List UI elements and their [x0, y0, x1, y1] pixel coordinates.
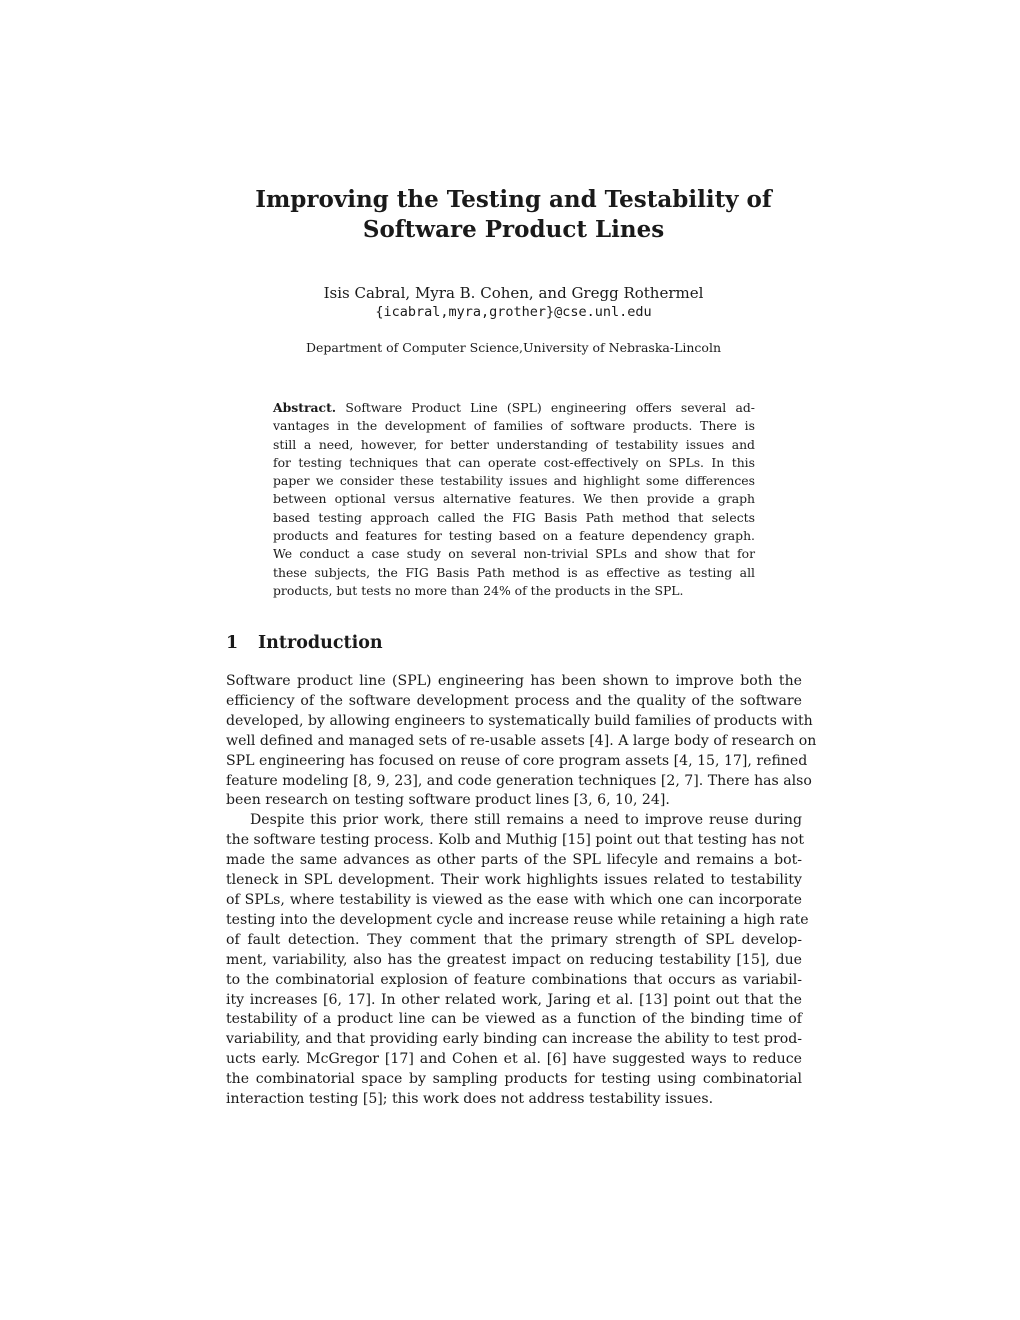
author-list: Isis Cabral, Myra B. Cohen, and Gregg Rothermel: [323, 284, 704, 302]
body-line: to the combinatorial explosion of feature combinations that occurs as variabil-: [226, 971, 802, 988]
body-line: of SPLs, where testability is viewed as the ease with which one can incorporate: [226, 891, 802, 908]
body-line: developed, by allowing engineers to systematically build families of products with: [226, 712, 813, 729]
abstract-line: vantages in the development of families of software products. There is: [273, 418, 755, 434]
body-text: [226, 672, 817, 1110]
section-heading: [226, 631, 383, 655]
abstract-line: still a need, however, for better understanding of testability issues and: [273, 436, 755, 452]
body-line: variability, and that providing early binding can increase the ability to test prod-: [226, 1031, 802, 1048]
body-line: ucts early. McGregor [17] and Cohen et al. [6] have suggested ways to reduce: [226, 1051, 802, 1068]
body-line: well defined and managed sets of re-usable assets [4]. A large body of research on: [226, 732, 817, 749]
abstract-line: these subjects, the FIG Basis Path method is as effective as testing all: [273, 564, 755, 580]
body-line: testability of a product line can be viewed as a function of the binding time of: [226, 1011, 802, 1028]
body-line: the software testing process. Kolb and Muthig [15] point out that testing has not: [226, 832, 805, 849]
abstract-text: Software Product Line (SPL) engineering offers several ad-: [345, 400, 755, 415]
body-line: ment, variability, also has the greatest impact on reducing testability [15], due: [226, 951, 802, 968]
title-line: Software Product Lines: [362, 216, 665, 243]
abstract-line: for testing techniques that can operate cost-effectively on SPLs. In this: [273, 454, 755, 470]
abstract-line: based testing approach called the FIG Basis Path method that selects: [273, 509, 755, 525]
body-line: of fault detection. They comment that the primary strength of SPL develop-: [226, 931, 802, 948]
abstract-line: [273, 399, 755, 417]
abstract-line: paper we consider these testability issues and highlight some differences: [273, 473, 755, 489]
body-line: feature modeling [8, 9, 23], and code generation techniques [2, 7]. There has also: [226, 772, 812, 789]
body-line: tleneck in SPL development. Their work highlights issues related to testability: [226, 872, 802, 889]
abstract-line: products, but tests no more than 24% of the products in the SPL.: [273, 582, 684, 598]
author-email: {icabral,myra,grother}@cse.unl.edu: [375, 304, 652, 320]
paper-title: [200, 185, 827, 245]
section-number: 1: [226, 633, 239, 653]
body-line: efficiency of the software development process and the quality of the software: [226, 692, 802, 709]
body-line: interaction testing [5]; this work does not address testability issues.: [226, 1091, 714, 1108]
body-line: Despite this prior work, there still remains a need to improve reuse during: [250, 812, 802, 829]
abstract-line: products and features for testing based on a feature dependency graph.: [273, 528, 755, 544]
abstract-line: between optional versus alternative features. We then provide a graph: [273, 491, 755, 507]
abstract: [273, 399, 755, 600]
body-line: SPL engineering has focused on reuse of core program assets [4, 15, 17], refined: [226, 752, 808, 769]
body-line: made the same advances as other parts of the SPL lifecyle and remains a bot-: [226, 852, 802, 869]
title-line: Improving the Testing and Testability of: [255, 186, 772, 213]
section-title: Introduction: [258, 633, 383, 653]
body-line: testing into the development cycle and increase reuse while retaining a high rate: [226, 911, 809, 928]
body-line: Software product line (SPL) engineering has been shown to improve both the: [226, 673, 802, 689]
abstract-label: Abstract.: [273, 400, 337, 415]
abstract-line: We conduct a case study on several non-trivial SPLs and show that for: [273, 546, 755, 562]
body-line: ity increases [6, 17]. In other related work, Jaring et al. [13] point out that the: [226, 991, 802, 1008]
body-line: been research on testing software product lines [3, 6, 10, 24].: [226, 792, 670, 809]
author-affiliation: Department of Computer Science,University of Nebraska-Lincoln: [305, 340, 721, 355]
body-line: the combinatorial space by sampling products for testing using combinatorial: [226, 1071, 802, 1088]
